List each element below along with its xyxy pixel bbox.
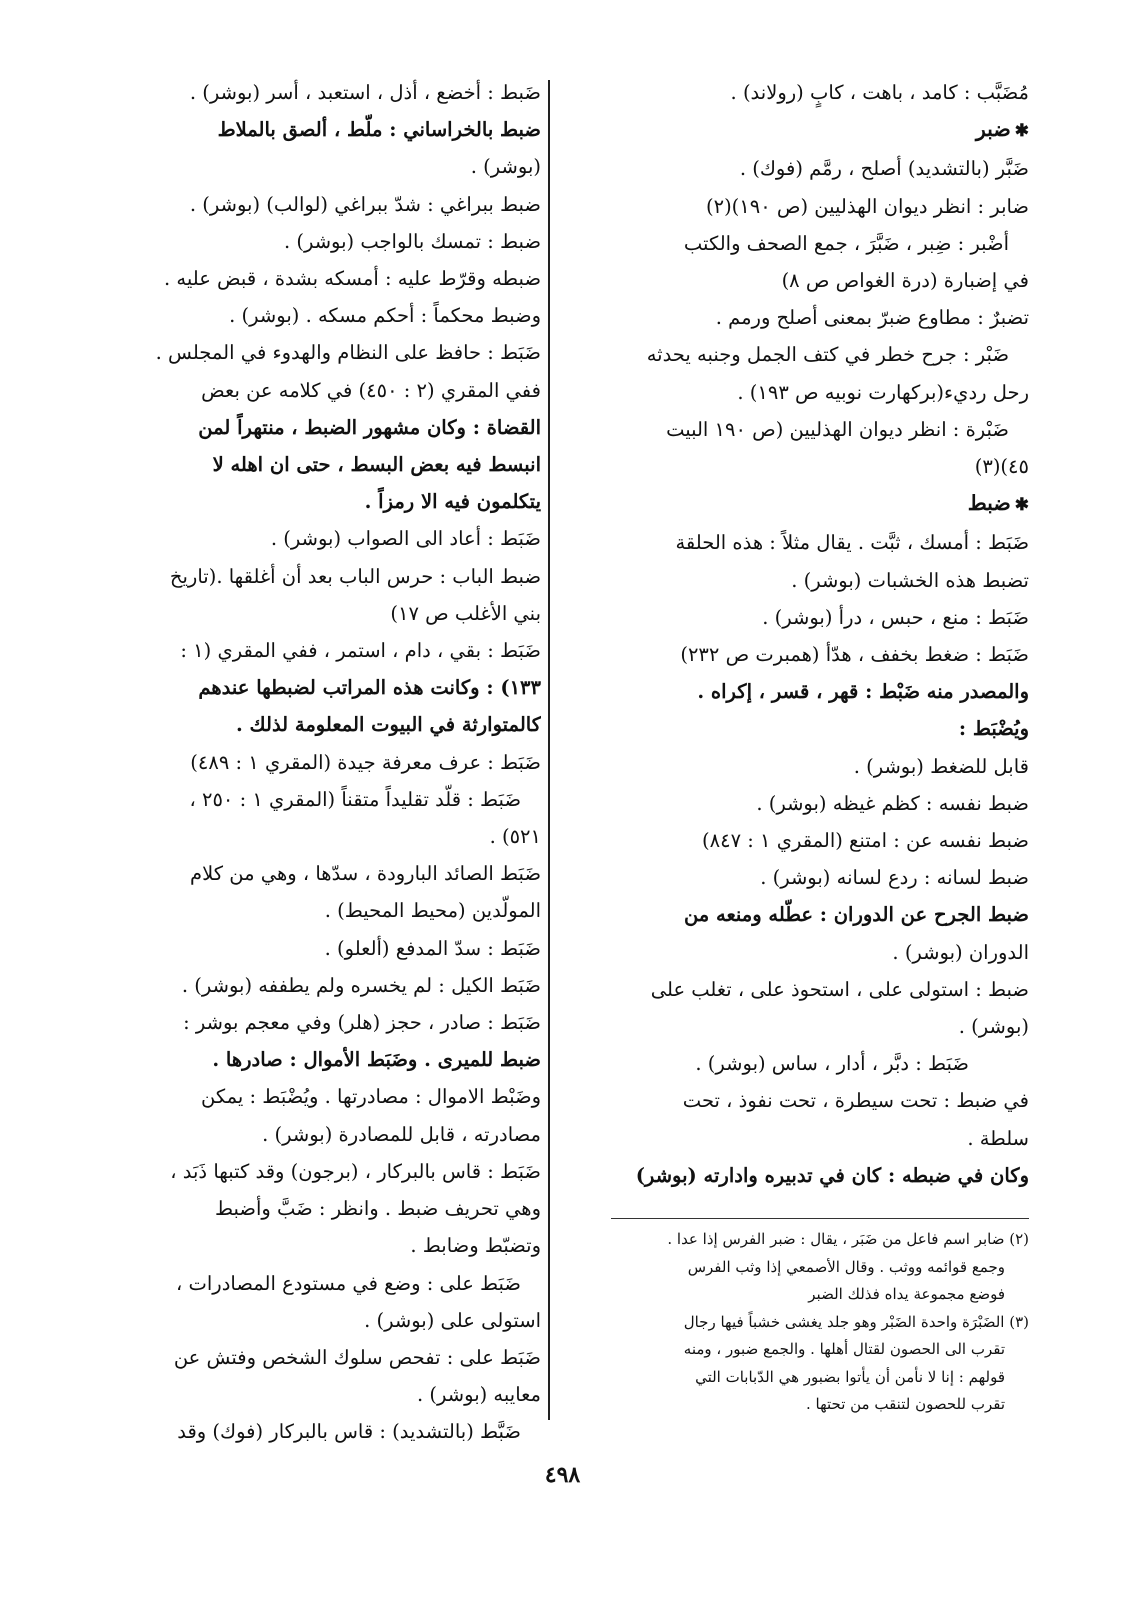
text-line: ضَبَط : بقي ، دام ، استمر ، ففي المقري (١ : bbox=[180, 639, 541, 663]
text-line: ضبط ببراغي : شدّ ببراغي (لوالب) (بوشر) . bbox=[189, 192, 541, 216]
text-line: ضَبَط على : تفحص سلوك الشخص وفتش عن bbox=[173, 1345, 541, 1369]
footnotes bbox=[601, 1226, 1029, 1419]
text-line: انبسط فيه بعض البسط ، حتى ان اهله لا bbox=[212, 453, 541, 477]
entry-heading: ✱ضبط bbox=[967, 491, 1029, 516]
text-line: يتكلمون فيه الا رمزاً . bbox=[364, 490, 541, 514]
text-line: المولّدين (محيط المحيط) . bbox=[324, 899, 541, 923]
asterisk-icon: ✱ bbox=[1014, 495, 1029, 516]
text-line: ضبط بالخراساني : ملّط ، ألصق بالملاط bbox=[217, 118, 541, 142]
text-line: مصادرته ، قابل للمصادرة (بوشر) . bbox=[262, 1122, 541, 1146]
text-line: معايبه (بوشر) . bbox=[417, 1383, 541, 1407]
footnote-line: تقرب للحصون لتنقب من تحتها . bbox=[805, 1395, 1005, 1413]
text-line: (بوشر) . bbox=[958, 1015, 1029, 1039]
footnote-line: (٣) الضَبْرَة واحدة الضَبْر وهو جلد يغشى خشباً فيها رجال bbox=[683, 1312, 1029, 1331]
text-line: في إضبارة (درة الغواص ص ٨) bbox=[781, 269, 1029, 293]
text-line: بني الأغلب ص ١٧) bbox=[390, 601, 541, 625]
text-line: ضبط : استولى على ، استحوذ على ، تغلب على bbox=[650, 977, 1029, 1001]
footnote-line: تقرب الى الحصون لقتال أهلها . والجمع ضبور ، ومنه bbox=[683, 1340, 1005, 1358]
text-line: ضَبَط : حافظ على النظام والهدوء في المجلس . bbox=[155, 341, 541, 365]
text-line: ضَبَط : منع ، حبس ، درأ (بوشر) . bbox=[762, 605, 1029, 629]
text-line: ضَبَط : دبَّر ، أدار ، ساس (بوشر) . bbox=[695, 1052, 969, 1076]
text-line: تضبط هذه الخشبات (بوشر) . bbox=[791, 568, 1029, 592]
text-line: ضبط للميرى . وضَبَط الأموال : صادرها . bbox=[212, 1048, 541, 1072]
text-line: ضَبَط : أعاد الى الصواب (بوشر) . bbox=[270, 527, 541, 551]
text-line: وضبط محكماً : أحكم مسكه . (بوشر) . bbox=[229, 304, 541, 328]
column-divider bbox=[548, 80, 550, 1420]
text-line: وضَبْط الاموال : مصادرتها . ويُضْبَط : يمكن bbox=[201, 1085, 541, 1109]
text-line: سلطة . bbox=[967, 1126, 1029, 1150]
text-line: ضبطه وقرّط عليه : أمسكه بشدة ، قبض عليه . bbox=[164, 267, 541, 291]
text-line: ضَبَط الكيل : لم يخسره ولم يطففه (بوشر) . bbox=[181, 973, 541, 997]
text-line: ٤٥)(٣) bbox=[974, 455, 1029, 479]
text-line: ضبط نفسه : كظم غيظه (بوشر) . bbox=[756, 791, 1029, 815]
text-line: ضَبْر : جرح خطر في كتف الجمل وجنبه يحدثه bbox=[646, 343, 1009, 367]
text-line: استولى على (بوشر) . bbox=[364, 1308, 541, 1332]
text-line: الدوران (بوشر) . bbox=[892, 940, 1029, 964]
text-line: وتضبّط وضابط . bbox=[410, 1234, 541, 1258]
text-line: والمصدر منه ضَبْط : قهر ، قسر ، إكراه . bbox=[697, 680, 1029, 704]
text-line: ضَبَط : سدّ المدفع (ألعلو) . bbox=[324, 936, 541, 960]
text-line: ضبط نفسه عن : امتنع (المقري ١ : ٨٤٧) bbox=[702, 829, 1029, 853]
text-line: ضَبَّر (بالتشديد) أصلح ، رمَّم (فوك) . bbox=[739, 157, 1029, 181]
text-line: ضبط الباب : حرس الباب بعد أن أغلقها .(تاريخ bbox=[169, 564, 541, 588]
text-line: ضبط الجرح عن الدوران : عطّله ومنعه من bbox=[683, 903, 1029, 927]
footnote-rule bbox=[611, 1218, 1029, 1219]
text-line: أضْبر : ضِبر ، ضَبَّرَ ، جمع الصحف والكتب bbox=[683, 231, 1009, 255]
text-line: ضَبَط : قلّد تقليداً متقناً (المقري ١ : ٢٥٠ ، bbox=[189, 787, 521, 811]
text-line: ضَبَط : قاس بالبركار ، (برجون) وقد كتبها ذَبَد ، bbox=[170, 1159, 541, 1183]
text-line: ضابر : انظر ديوان الهذليين (ص ١٩٠)(٢) bbox=[705, 194, 1029, 218]
text-line: ضَبَط : عرف معرفة جيدة (المقري ١ : ٤٨٩) bbox=[190, 750, 541, 774]
footnote-line: قولهم : إنا لا نأمن أن يأتوا بضبور هي الدّبابات التي bbox=[695, 1367, 1005, 1386]
page-number: ٤٩٨ bbox=[544, 1462, 581, 1488]
text-line: قابل للضغط (بوشر) . bbox=[853, 754, 1029, 778]
text-line: تضبرٌ : مطاوع ضبرّ بمعنى أصلح ورمم . bbox=[715, 306, 1029, 330]
asterisk-icon: ✱ bbox=[1014, 121, 1029, 142]
text-line: مُضَبَّب : كامد ، باهت ، كابٍ (رولاند) . bbox=[730, 81, 1029, 104]
text-line: ضَبَّط (بالتشديد) : قاس بالبركار (فوك) وقد bbox=[177, 1420, 521, 1444]
entry-heading: ✱ضبر bbox=[975, 117, 1029, 142]
left-column bbox=[96, 74, 541, 1451]
text-line: ضبط : تمسك بالواجب (بوشر) . bbox=[283, 229, 541, 253]
text-line: كالمتوارثة في البيوت المعلومة لذلك . bbox=[235, 713, 541, 737]
right-column bbox=[611, 74, 1029, 1194]
text-line: (بوشر) . bbox=[470, 155, 541, 179]
text-line: في ضبط : تحت سيطرة ، تحت نفوذ ، تحت bbox=[682, 1089, 1029, 1113]
text-line: ضبط لسانه : ردع لسانه (بوشر) . bbox=[760, 866, 1029, 890]
text-line: رحل رديء(بركهارت نوبيه ص ١٩٣) . bbox=[737, 380, 1029, 404]
text-line: ويُضْبَط : bbox=[958, 717, 1029, 741]
text-line: وهي تحريف ضبط . وانظر : ضَبَّ وأضبط bbox=[215, 1197, 541, 1221]
text-line: ضَبَط على : وضع في مستودع المصادرات ، bbox=[176, 1271, 521, 1295]
text-line: ضَبْرة : انظر ديوان الهذليين (ص ١٩٠ البيت bbox=[666, 417, 1009, 441]
text-line: ضَبَط الصائد البارودة ، سدّها ، وهي من كلام bbox=[190, 862, 541, 886]
text-line: ضَبَط : صادر ، حجز (هلر) وفي معجم بوشر : bbox=[183, 1011, 541, 1035]
footnote-line: وجمع قوائمه ووثب . وقال الأصمعي إذا وثب الفرس bbox=[687, 1257, 1005, 1276]
footnote-line: فوضع مجموعة يداه فذلك الضبر bbox=[808, 1285, 1005, 1303]
text-line: وكان في ضبطه : كان في تدبيره وادارته (بوشر) bbox=[635, 1163, 1029, 1187]
text-line: ضَبَط : أمسك ، ثبَّت . يقال مثلاً : هذه الحلقة bbox=[675, 531, 1029, 555]
footnote-line: (٢) ضابر اسم فاعل من ضَبَر ، يقال : ضبر الفرس إذا عدا . bbox=[667, 1230, 1029, 1248]
text-line: ١٣٣) : وكانت هذه المراتب لضبطها عندهم bbox=[198, 676, 541, 700]
text-line: ضَبط : أخضع ، أذل ، استعبد ، أسر (بوشر) . bbox=[189, 81, 541, 104]
text-line: ٥٢١) . bbox=[489, 825, 541, 849]
text-line: القضاة : وكان مشهور الضبط ، منتهراً لمن bbox=[198, 415, 541, 439]
text-line: ضَبَط : ضغط بخفف ، هدّأ (همبرت ص ٢٣٢) bbox=[680, 643, 1029, 667]
text-line: ففي المقري (٢ : ٤٥٠) في كلامه عن بعض bbox=[201, 378, 541, 402]
